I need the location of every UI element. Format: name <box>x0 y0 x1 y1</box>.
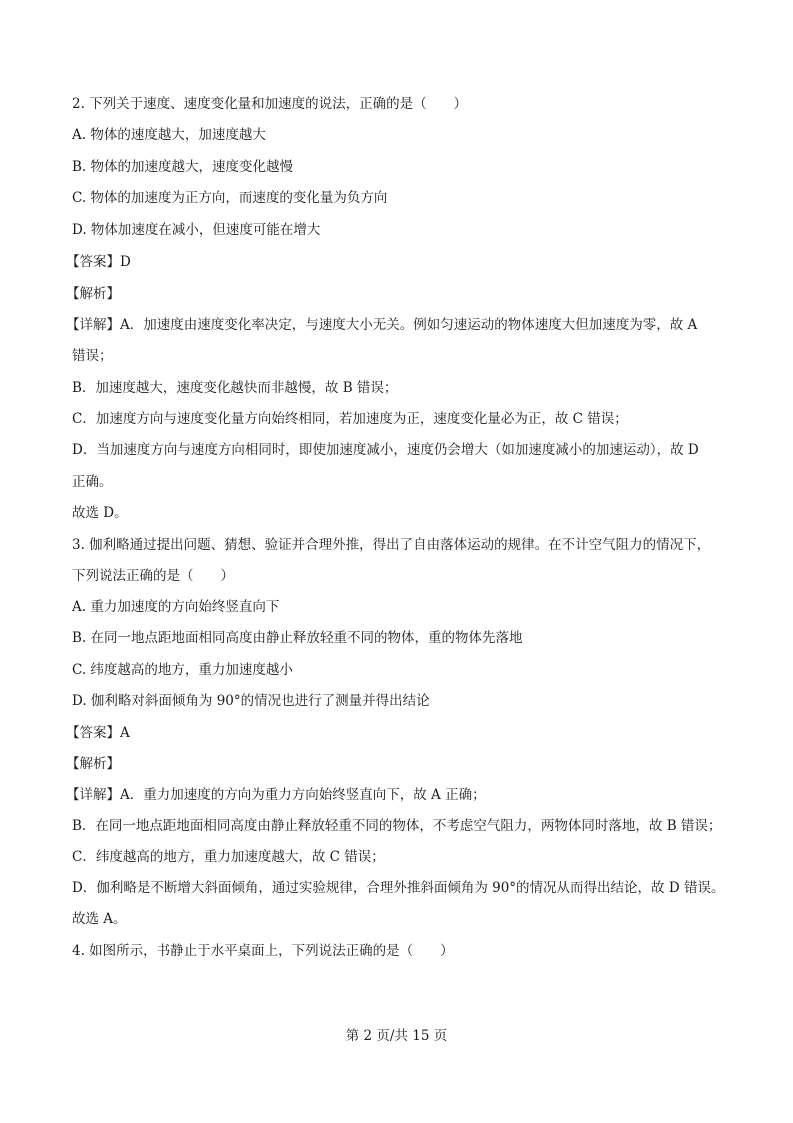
q2-stem: 2. 下列关于速度、速度变化量和加速度的说法，正确的是（ ） <box>72 96 468 112</box>
q3-option-d: D. 伽利略对斜面倾角为 90°的情况也进行了测量并得出结论 <box>72 693 430 709</box>
q2-detail-line: B．加速度越大，速度变化越快而非越慢，故 B 错误； <box>72 380 398 396</box>
q2-option-a: A. 物体的速度越大，加速度越大 <box>72 127 266 143</box>
page-number-footer: 第 2 页/共 15 页 <box>345 1028 448 1044</box>
q3-answer: 【答案】A <box>66 725 130 741</box>
q2-detail-line: 【详解】A．加速度由速度变化率决定，与速度大小无关。例如匀速运动的物体速度大但加速度为零，故 A <box>66 317 698 333</box>
q3-stem: 3. 伽利略通过提出问题、猜想、验证并合理外推，得出了自由落体运动的规律。在不计空气阻力的情况下， <box>72 537 711 553</box>
q3-detail-line: D．伽利略是不断增大斜面倾角，通过实验规律，合理外推斜面倾角为 90°的情况从而得出结论，故 D 错误。 <box>72 880 725 896</box>
q3-detail-line: 【详解】A．重力加速度的方向为重力方向始终竖直向下，故 A 正确； <box>66 787 486 803</box>
q2-conclusion: 故选 D。 <box>72 505 128 521</box>
q2-option-b: B. 物体的加速度越大，速度变化越慢 <box>72 159 294 175</box>
q2-detail-line: 正确。 <box>72 474 113 490</box>
q3-option-a: A. 重力加速度的方向始终竖直向下 <box>72 599 280 615</box>
q4-stem: 4. 如图所示，书静止于水平桌面上，下列说法正确的是（ ） <box>72 943 454 959</box>
q2-answer: 【答案】D <box>66 254 131 270</box>
q2-option-c: C. 物体的加速度为正方向，而速度的变化量为负方向 <box>72 190 388 206</box>
q3-analysis-heading: 【解析】 <box>66 756 120 772</box>
q3-detail-line: B．在同一地点距地面相同高度由静止释放轻重不同的物体，不考虑空气阻力，两物体同时落地，故 B 错误； <box>72 818 722 834</box>
q3-option-c: C. 纬度越高的地方，重力加速度越小 <box>72 662 293 678</box>
q2-detail-line: 错误； <box>72 348 113 364</box>
q3-stem: 下列说法正确的是（ ） <box>72 568 234 584</box>
q3-option-b: B. 在同一地点距地面相同高度由静止释放轻重不同的物体，重的物体先落地 <box>72 630 523 646</box>
q3-detail-line: C．纬度越高的地方，重力加速度越大，故 C 错误； <box>72 849 385 865</box>
q2-analysis-heading: 【解析】 <box>66 286 120 302</box>
q2-detail-line: D．当加速度方向与速度方向相同时，即使加速度减小，速度仍会增大（如加速度减小的加速运动），故 D <box>72 442 699 458</box>
q2-detail-line: C．加速度方向与速度变化量方向始终相同，若加速度为正，速度变化量必为正，故 C 错误； <box>72 411 628 427</box>
q2-option-d: D. 物体加速度在减小，但速度可能在增大 <box>72 222 321 238</box>
q3-conclusion: 故选 A。 <box>72 911 127 927</box>
